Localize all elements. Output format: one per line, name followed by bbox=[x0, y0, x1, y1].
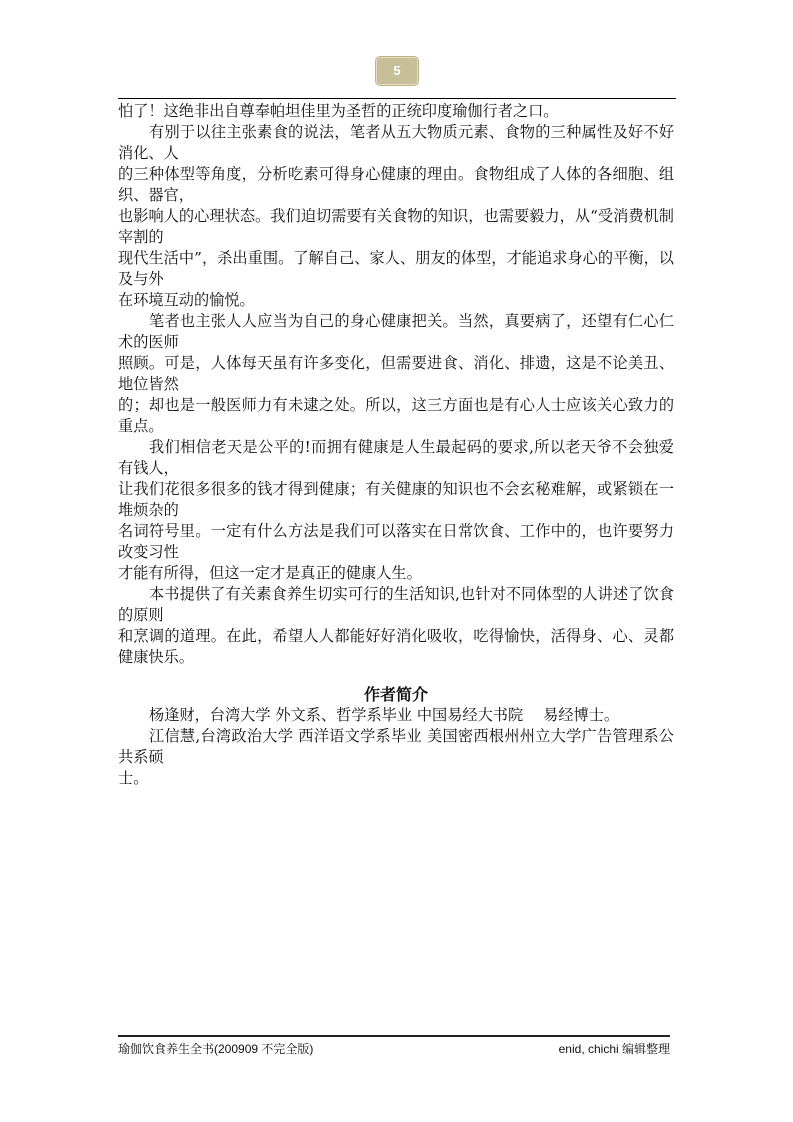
footer-title: 瑜伽饮食养生全书(200909 不完全版) bbox=[118, 1042, 314, 1056]
text-line: 现代生活中”，杀出重围。了解自己、家人、朋友的体型，才能追求身心的平衡，以及与外 bbox=[118, 249, 674, 288]
author-line: 江信慧,台湾政治大学 西洋语文学系毕业 美国密西根州州立大学广告管理系公共系硕 bbox=[118, 727, 674, 766]
footer bbox=[118, 1041, 670, 1057]
text-line: 也影响人的心理状态。我们迫切需要有关食物的知识，也需要毅力，从“受消费机制宰割的 bbox=[118, 207, 674, 246]
footer-editors: enid, chichi 编辑整理 bbox=[558, 1042, 670, 1056]
header-rule bbox=[118, 98, 676, 99]
text-line: 才能有所得，但这一定才是真正的健康人生。 bbox=[118, 564, 422, 582]
author-heading: 作者简介 bbox=[363, 685, 428, 704]
author-line: 杨逢财，台湾大学 外文系、哲学系毕业 中国易经大书院 易经博士。 bbox=[149, 706, 620, 724]
text-line: 笔者也主张人人应当为自己的身心健康把关。当然，真要病了，还望有仁心仁术的医师 bbox=[118, 312, 674, 351]
text-line: 在环境互动的愉悦。 bbox=[118, 291, 255, 309]
text-line: 我们相信老天是公平的!而拥有健康是人生最起码的要求,所以老天爷不会独爱有钱人， bbox=[118, 438, 674, 477]
page-number-badge: 5 bbox=[376, 57, 418, 85]
text-line: 本书提供了有关素食养生切实可行的生活知识,也针对不同体型的人讲述了饮食的原则 bbox=[118, 585, 674, 624]
author-line: 士。 bbox=[118, 769, 149, 787]
text-line: 让我们花很多很多的钱才得到健康；有关健康的知识也不会玄秘难解，或紧锁在一堆烦杂的 bbox=[118, 480, 674, 519]
text-line: 的；却也是一般医师力有未逮之处。所以，这三方面也是有心人士应该关心致力的重点。 bbox=[118, 396, 674, 435]
text-line: 怕了！这绝非出自尊奉帕坦佳里为圣哲的正统印度瑜伽行者之口。 bbox=[118, 102, 559, 120]
text-line: 和烹调的道理。在此，希望人人都能好好消化吸收，吃得愉快，活得身、心、灵都健康快乐。 bbox=[118, 627, 674, 666]
footer-rule bbox=[118, 1035, 670, 1037]
text-line: 照顾。可是，人体每天虽有许多变化，但需要进食、消化、排遗，这是不论美丑、地位皆然 bbox=[118, 354, 674, 393]
text-line: 的三种体型等角度，分析吃素可得身心健康的理由。食物组成了人体的各细胞、组织、器官， bbox=[118, 165, 674, 204]
text-line: 名词符号里。一定有什么方法是我们可以落实在日常饮食、工作中的，也许要努力改变习性 bbox=[118, 522, 674, 561]
text-line: 有别于以往主张素食的说法，笔者从五大物质元素、食物的三种属性及好不好消化、人 bbox=[118, 123, 674, 162]
body-text bbox=[118, 101, 674, 789]
